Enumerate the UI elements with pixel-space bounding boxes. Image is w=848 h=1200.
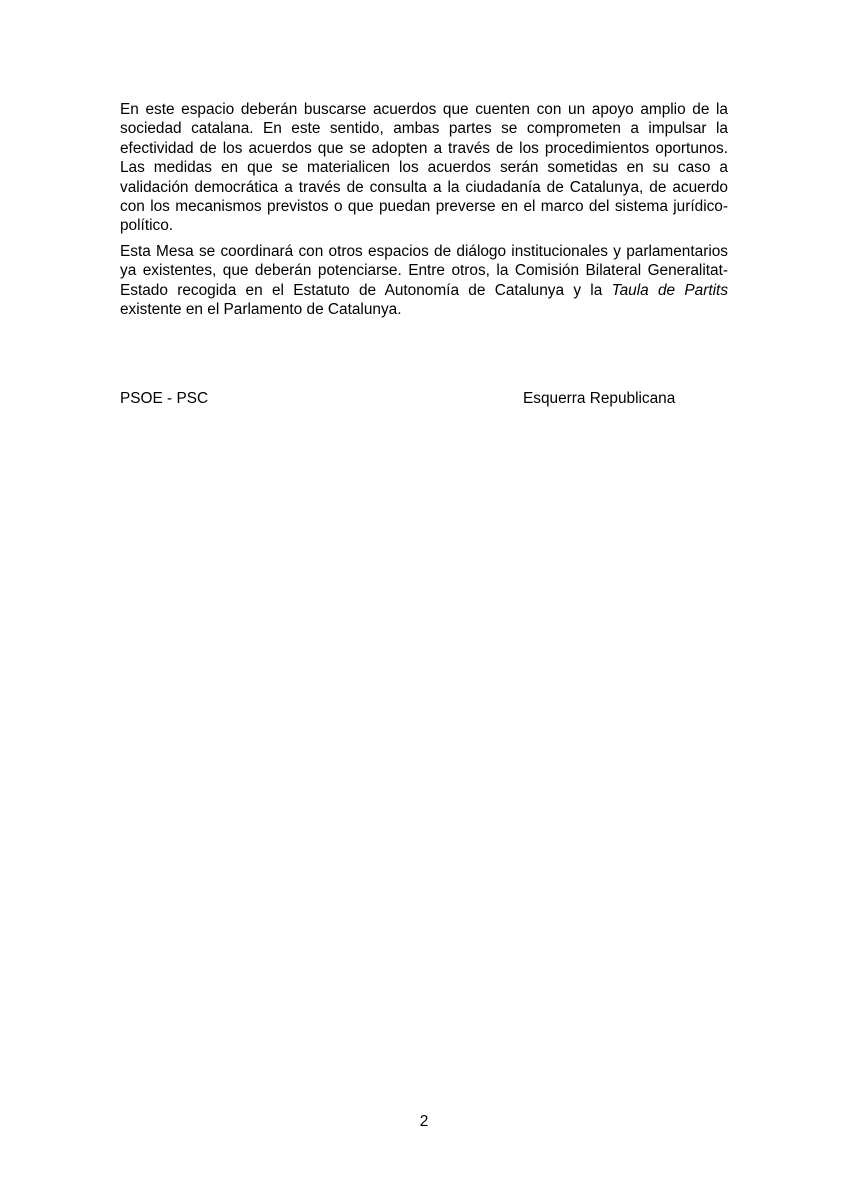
taula-de-partits-italic: Taula de Partits [611,281,729,299]
paragraph-coordination-text-end: existente en el Parlamento de Catalunya. [120,301,402,319]
paragraph-agreements: En este espacio deberán buscarse acuerdos que cuenten con un apoyo amplio de la sociedad catalana. En este sentido, ambas partes se comprometen a impulsar la efectividad de los acuerdos que se adopten a través de los procedimientos oportunos. Las medidas en que se materialicen los acuerdos serán sometidas en su caso a validación democrática a través de consulta a la ciudadanía de Catalunya, de acuerdo con los mecanismos previstos o que puedan preverse en el marco del sistema jurídico-político. [120,101,728,235]
page-number: 2 [419,1113,429,1130]
signature-esquerra-republicana: Esquerra Republicana [523,390,676,407]
signature-psoe-psc: PSOE - PSC [120,390,209,407]
paragraph-coordination [120,242,728,320]
paragraph-coordination-text-start: Esta Mesa se coordinará con otros espacios de diálogo institucionales y parlamentarios ya existentes, que deberán potenciarse. Entre otros, la Comisión Bilateral Generalitat-Estado recogida en el Estatuto de Autonomía de Catalunya y la [120,243,728,299]
